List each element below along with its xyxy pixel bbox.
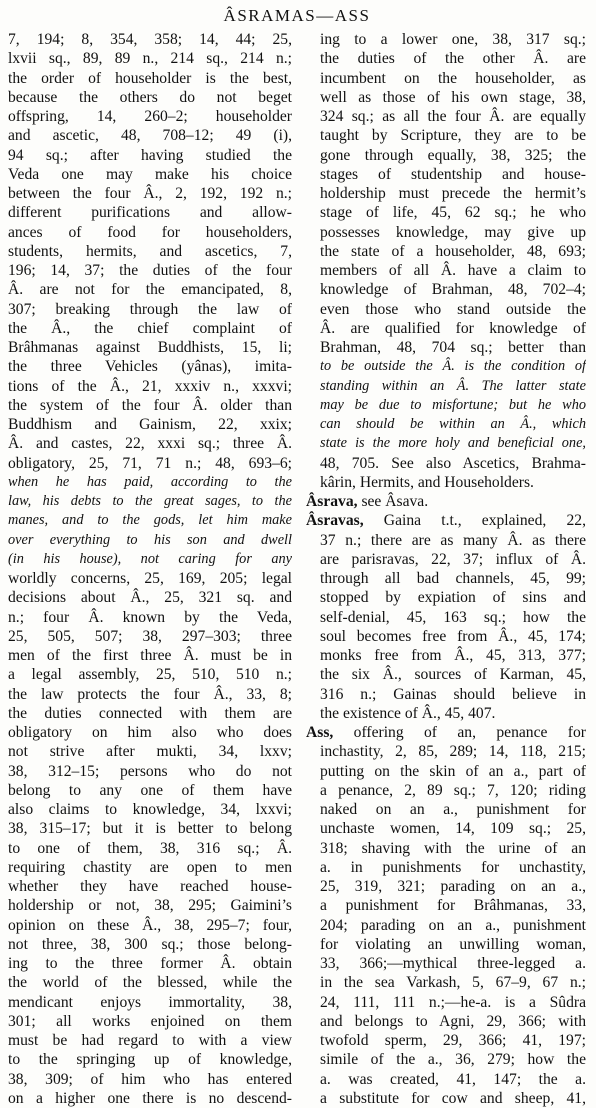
index-line: offspring, 14, 260–2; householder: [8, 108, 292, 125]
index-line: even those who stand outside the: [320, 300, 586, 318]
index-line: a. in punishments for unchastity,: [320, 858, 586, 876]
index-line: a. was created, 41, 147; the a.: [320, 1070, 586, 1088]
index-line: holdership must precede the hermit’s: [320, 185, 586, 202]
index-line: 25, 505, 507; 38, 297–303; three: [8, 627, 292, 645]
index-line: worldly concerns, 25, 169, 205; legal: [8, 570, 292, 587]
running-head: ÂSRAMAS—ASS: [223, 6, 371, 25]
index-line: Brahman, 48, 704 sq.; better than: [320, 339, 586, 356]
index-line: n.; four Â. known by the Veda,: [8, 608, 292, 626]
index-line: incumbent on the householder, as: [320, 69, 586, 87]
index-line: (in his house), not caring for any: [8, 550, 292, 567]
index-line: can should be within an Â., which: [320, 416, 586, 432]
index-line: belong to any one of them have: [8, 781, 292, 799]
index-line: the existence of Â., 45, 407.: [320, 704, 496, 722]
index-line: 318; shaving with the urine of an: [320, 839, 586, 857]
index-line: 38, 309; of him who has entered: [8, 1070, 292, 1088]
index-line: requiring chastity are open to men: [8, 858, 292, 876]
index-line: knowledge of Brahman, 48, 702–4;: [320, 281, 586, 299]
index-line: stage of life, 45, 62 sq.; he who: [320, 204, 586, 222]
index-line: decisions about Â., 25, 321 sq. and: [8, 589, 292, 607]
index-line: law, his debts to the great sages, to the: [8, 493, 292, 509]
index-line: 301; all works enjoined on them: [8, 1012, 292, 1030]
index-line: must be had regard to with a view: [8, 1032, 292, 1049]
entry-headword: Ass,: [306, 724, 334, 741]
index-line: ing to a lower one, 38, 317 sq.;: [320, 31, 586, 48]
index-line: the six Â., sources of Karman, 45,: [320, 666, 586, 684]
index-line: lxvii sq., 89, 89 n., 214 sq., 214 n.;: [8, 50, 292, 68]
index-line: standing within an Â. The latter state: [320, 377, 586, 394]
index-line: Âsravas, Gaina t.t., explained, 22,: [306, 512, 586, 530]
index-line: simile of the a., 36, 279; how the: [320, 1051, 586, 1069]
index-line: men of the first three Â. must be in: [8, 647, 292, 664]
index-line: 307; breaking through the law of: [8, 300, 292, 318]
index-line: Âsrava, see Âsava.: [306, 493, 429, 510]
index-line: also claims to knowledge, 34, lxxvi;: [8, 801, 292, 818]
index-line: 204; parading on an a., punishment: [320, 916, 586, 934]
index-line: to be outside the Â. is the condition of: [320, 358, 586, 375]
index-line: obligatory on him also who does: [8, 724, 292, 741]
index-line: putting on the skin of an a., part of: [320, 762, 586, 780]
index-line: a punishment for Brâhmanas, 33,: [320, 897, 586, 915]
left-column: [8, 30, 292, 1108]
index-line: through all bad channels, 45, 99;: [320, 570, 586, 587]
index-line: over everything to his son and dwell: [8, 531, 292, 548]
index-line: state is the more holy and beneficial one,: [320, 435, 586, 452]
index-line: taught by Scripture, they are to be: [320, 127, 586, 145]
index-line: the order of householder is the best,: [8, 69, 292, 87]
index-line: tions of the Â., 21, xxxiv n., xxxvi;: [8, 377, 292, 395]
index-line: a legal assembly, 25, 510, 510 n.;: [8, 666, 292, 684]
index-line: are parisravas, 22, 37; influx of Â.: [320, 550, 586, 568]
index-line: kârin, Hermits, and Householders.: [320, 473, 534, 491]
index-line: a penance, 2, 89 sq.; 7, 120; riding: [320, 781, 586, 799]
index-line: mendicant enjoys immortality, 38,: [8, 993, 292, 1011]
index-line: on a higher one there is no descend-: [8, 1089, 292, 1107]
index-line: the world of the blessed, while the: [8, 974, 292, 992]
index-line: because the others do not beget: [8, 88, 292, 106]
index-line: 316 n.; Gainas should believe in: [320, 685, 586, 703]
index-line: naked on an a., punishment for: [320, 801, 586, 818]
index-line: monks free from Â., 45, 313, 377;: [320, 647, 586, 664]
two-column-body: [8, 30, 586, 1108]
index-line: twofold sperm, 29, 366; 41, 197;: [320, 1032, 586, 1049]
index-line: the duties of the other Â. are: [320, 50, 586, 68]
index-line: Â. are not for the emancipated, 8,: [8, 281, 292, 299]
index-line: between the four Â., 2, 192, 192 n.;: [8, 185, 292, 202]
index-line: to one of them, 38, 316 sq.; Â.: [8, 839, 292, 857]
index-line: members of all Â. have a claim to: [320, 262, 586, 279]
index-line: 324 sq.; as all the four Â. are equally: [320, 108, 586, 125]
index-line: when he has paid, according to the: [8, 473, 292, 490]
index-line: a substitute for cow and sheep, 41,: [320, 1089, 586, 1107]
index-line: in the sea Varkash, 5, 67–9, 67 n.;: [320, 974, 586, 992]
index-line: the three Vehicles (yânas), imita-: [8, 358, 292, 376]
index-line: stages of studentship and house-: [320, 165, 586, 183]
index-line: soul becomes free from Â., 45, 174;: [320, 627, 586, 645]
index-line: 25, 319, 321; parading on an a.,: [320, 878, 586, 895]
index-line: 94 sq.; after having studied the: [8, 146, 292, 164]
index-line: 48, 705. See also Ascetics, Brahma-: [320, 454, 586, 472]
index-line: 33, 366;—mythical three-legged a.: [320, 955, 586, 972]
entry-headword: Âsravas,: [306, 512, 364, 530]
index-line: Â. are qualified for knowledge of: [320, 319, 586, 337]
index-line: unchaste women, 14, 109 sq.; 25,: [320, 820, 586, 838]
index-line: 24, 111, 111 n.;—he-a. is a Sûdra: [320, 993, 586, 1011]
index-line: Â. and castes, 22, xxxi sq.; three Â.: [8, 435, 292, 453]
index-line: Ass, offering of an, penance for: [306, 724, 586, 741]
index-line: for violating an unwilling woman,: [320, 935, 586, 953]
index-line: Brâhmanas against Buddhists, 15, li;: [8, 339, 292, 356]
index-line: ing to the three former Â. obtain: [8, 955, 292, 972]
index-line: and belongs to Agni, 29, 366; with: [320, 1012, 586, 1030]
index-line: the Â., the chief complaint of: [8, 319, 292, 337]
index-line: may be due to misfortune; but he who: [320, 396, 586, 413]
index-line: the system of the four Â. older than: [8, 396, 292, 414]
right-column: [306, 30, 586, 1108]
index-line: the law protects the four Â., 33, 8;: [8, 685, 292, 703]
entry-headword: Âsrava,: [306, 493, 358, 510]
index-line: ances of food for householders,: [8, 223, 292, 241]
index-line: Veda one may make his choice: [8, 165, 292, 183]
index-line: 7, 194; 8, 354, 358; 14, 44; 25,: [8, 31, 292, 48]
index-line: not strive after mukti, 34, lxxv;: [8, 743, 292, 761]
index-line: obligatory, 25, 71, 71 n.; 48, 693–6;: [8, 454, 292, 472]
index-line: stopped by expiation of sins and: [320, 589, 586, 607]
index-line: self-denial, 45, 163 sq.; how the: [320, 608, 586, 626]
index-line: not three, 38, 300 sq.; those belong-: [8, 935, 292, 953]
index-line: the duties connected with them are: [8, 704, 292, 722]
index-line: gone through equally, 38, 325; the: [320, 146, 586, 164]
index-line: whether they have reached house-: [8, 878, 292, 895]
index-line: to the springing up of knowledge,: [8, 1051, 292, 1069]
index-line: holdership or not, 38, 295; Gaimini’s: [8, 897, 292, 915]
index-line: manes, and to the gods, let him make: [8, 512, 292, 529]
index-line: 38, 312–15; persons who do not: [8, 762, 292, 780]
index-line: 38, 315–17; but it is better to belong: [8, 820, 292, 838]
index-line: inchastity, 2, 85, 289; 14, 118, 215;: [320, 743, 586, 761]
index-line: students, hermits, and ascetics, 7,: [8, 242, 292, 260]
index-line: different purifications and allow-: [8, 204, 292, 222]
index-line: well as those of his own stage, 38,: [320, 88, 586, 106]
index-line: 37 n.; there are as many Â. as there: [320, 531, 586, 549]
index-line: 196; 14, 37; the duties of the four: [8, 262, 292, 279]
index-line: and ascetic, 48, 708–12; 49 (i),: [8, 127, 292, 145]
index-line: Buddhism and Gainism, 22, xxix;: [8, 416, 292, 433]
index-line: opinion on these Â., 38, 295–7; four,: [8, 916, 292, 934]
index-line: the state of a householder, 48, 693;: [320, 242, 586, 260]
index-line: possesses knowledge, may give up: [320, 223, 586, 241]
